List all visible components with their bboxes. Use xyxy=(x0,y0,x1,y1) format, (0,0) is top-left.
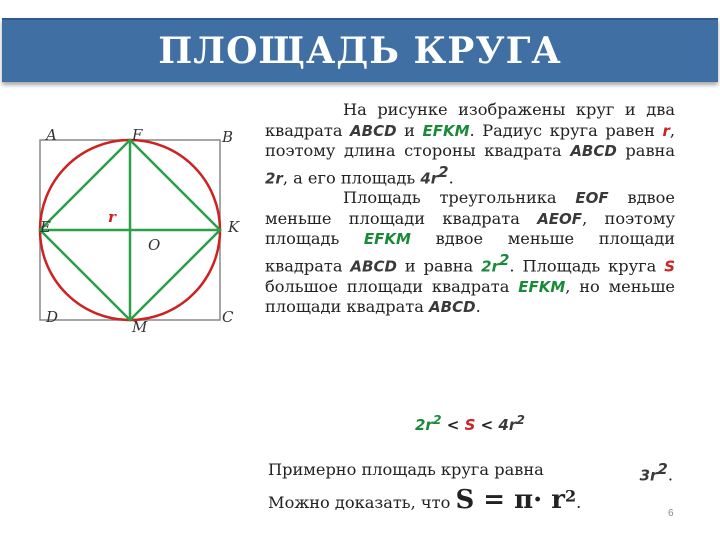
label-E: E xyxy=(40,218,51,236)
text: , но меньше площади квадрата xyxy=(265,276,675,317)
term-abcd: ABCD xyxy=(570,142,617,160)
label-K: K xyxy=(228,218,240,236)
inequality xyxy=(415,412,525,434)
formula-s: S xyxy=(464,416,476,434)
label-A: A xyxy=(46,126,57,144)
label-F: F xyxy=(132,126,143,144)
superscript: 2 xyxy=(438,162,449,181)
text: . xyxy=(448,167,454,187)
term-2r: 2r xyxy=(481,257,499,276)
superscript: 2 xyxy=(657,460,668,478)
text: и равна xyxy=(396,256,482,276)
text: . Радиус круга равен xyxy=(469,120,663,140)
text: Можно доказать, что xyxy=(268,493,456,512)
paragraph-2 xyxy=(265,188,675,317)
superscript: 2 xyxy=(432,412,442,427)
term-abcd: ABCD xyxy=(429,298,476,317)
label-B: B xyxy=(222,128,234,146)
term-aeof: AEOF xyxy=(537,209,583,228)
page-number: 6 xyxy=(668,508,674,519)
text: вдвое меньше площади квадрата xyxy=(265,188,675,228)
slide-title: ПЛОЩАДЬ КРУГА xyxy=(158,30,562,72)
text: Площадь треугольника xyxy=(343,188,576,208)
superscript: 2 xyxy=(498,250,510,269)
term-abcd: ABCD xyxy=(350,257,397,276)
term-2r: 2r xyxy=(265,168,283,187)
conclusion-line-1 xyxy=(268,460,673,484)
text: равна xyxy=(616,141,675,160)
superscript: 2 xyxy=(564,486,577,506)
approx-value xyxy=(640,460,673,484)
main-text xyxy=(265,100,675,318)
text: большое площади квадрата xyxy=(265,276,519,296)
text: , поэтому длина стороны квадрата xyxy=(265,120,675,160)
text: вдвое меньше площади квадрата xyxy=(265,229,675,276)
less-than: < xyxy=(475,416,499,434)
label-M: M xyxy=(132,318,148,336)
title-bar xyxy=(2,18,718,82)
label-D: D xyxy=(46,308,59,326)
term-s: S xyxy=(664,257,675,276)
label-C: C xyxy=(222,308,234,326)
term-efkm: EFKM xyxy=(363,230,411,249)
label-r: r xyxy=(108,208,116,226)
text: . xyxy=(475,297,481,317)
term-eof: EOF xyxy=(575,189,609,208)
term-3r: 3r xyxy=(639,466,658,485)
area-formula: S = π· r xyxy=(455,485,565,515)
term-r: r xyxy=(662,121,670,140)
label-O: O xyxy=(148,236,161,254)
text: На рисунке изображены круг и два квадрата xyxy=(265,100,675,140)
geometry-figure xyxy=(0,110,260,350)
term-efkm: EFKM xyxy=(518,277,566,296)
formula-right: 4r xyxy=(498,416,517,434)
text: , а его площадь xyxy=(282,167,421,187)
text: . xyxy=(576,493,582,512)
formula-left: 2r xyxy=(415,416,433,434)
superscript: 2 xyxy=(516,412,525,427)
text: . xyxy=(667,465,673,485)
less-than: < xyxy=(441,416,465,434)
text: Примерно площадь круга равна xyxy=(268,460,544,479)
term-efkm: EFKM xyxy=(422,121,470,140)
term-abcd: ABCD xyxy=(350,121,397,140)
text: и xyxy=(396,120,423,140)
text: . Площадь круга xyxy=(509,256,665,276)
conclusion-line-2 xyxy=(268,485,581,515)
paragraph-1 xyxy=(265,100,675,188)
term-4r: 4r xyxy=(420,168,439,187)
text: , поэтому площадь xyxy=(265,208,675,249)
